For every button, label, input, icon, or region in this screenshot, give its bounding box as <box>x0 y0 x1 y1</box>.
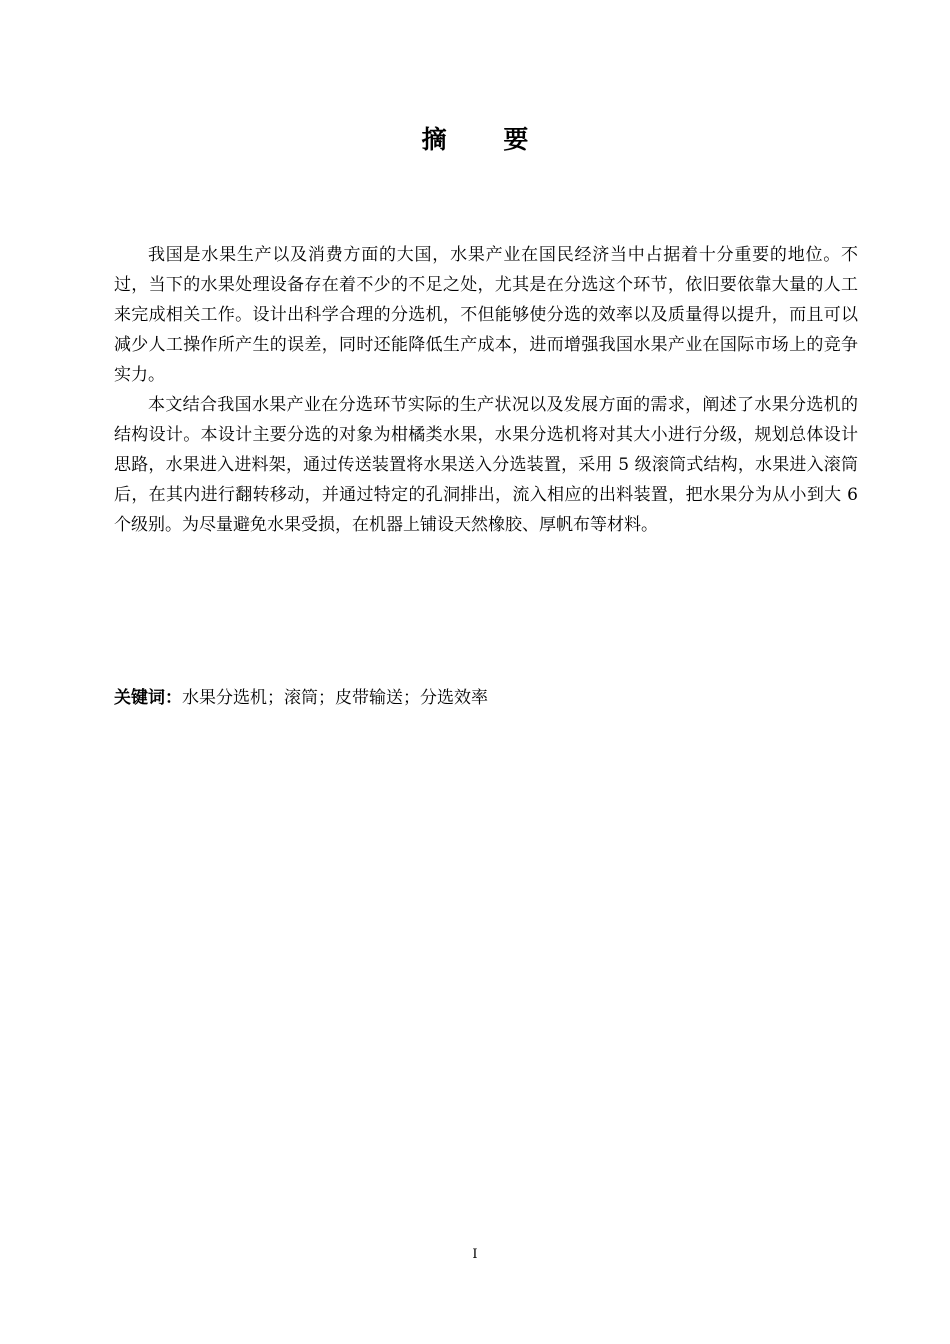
keywords-line <box>114 684 858 712</box>
abstract-body <box>114 240 858 540</box>
abstract-paragraph-1: 我国是水果生产以及消费方面的大国，水果产业在国民经济当中占据着十分重要的地位。不过，当下的水果处理设备存在着不少的不足之处，尤其是在分选这个环节，依旧要依靠大量的人工来完成相关工作。设计出科学合理的分选机，不但能够使分选的效率以及质量得以提升，而且可以减少人工操作所产生的误差，同时还能降低生产成本，进而增强我国水果产业在国际市场上的竞争实力。 <box>114 245 858 385</box>
page-number: I <box>472 1247 478 1262</box>
page-title: 摘 要 <box>421 125 553 154</box>
abstract-paragraph-2: 本文结合我国水果产业在分选环节实际的生产状况以及发展方面的需求，阐述了水果分选机的结构设计。本设计主要分选的对象为柑橘类水果，水果分选机将对其大小进行分级，规划总体设计思路，水果进入进料架，通过传送装置将水果送入分选装置，采用 5 级滚筒式结构，水果进入滚筒后，在其内进行翻转移动，并通过特定的孔洞排出，流入相应的出料装置，把水果分为从小到大 6 个级别。为尽量避免水果受损，在机器上铺设天然橡胶、厚帆布等材料。 <box>114 395 858 535</box>
keywords-value: 水果分选机；滚筒；皮带输送；分选效率 <box>182 688 488 708</box>
keywords-label: 关键词： <box>114 688 182 708</box>
